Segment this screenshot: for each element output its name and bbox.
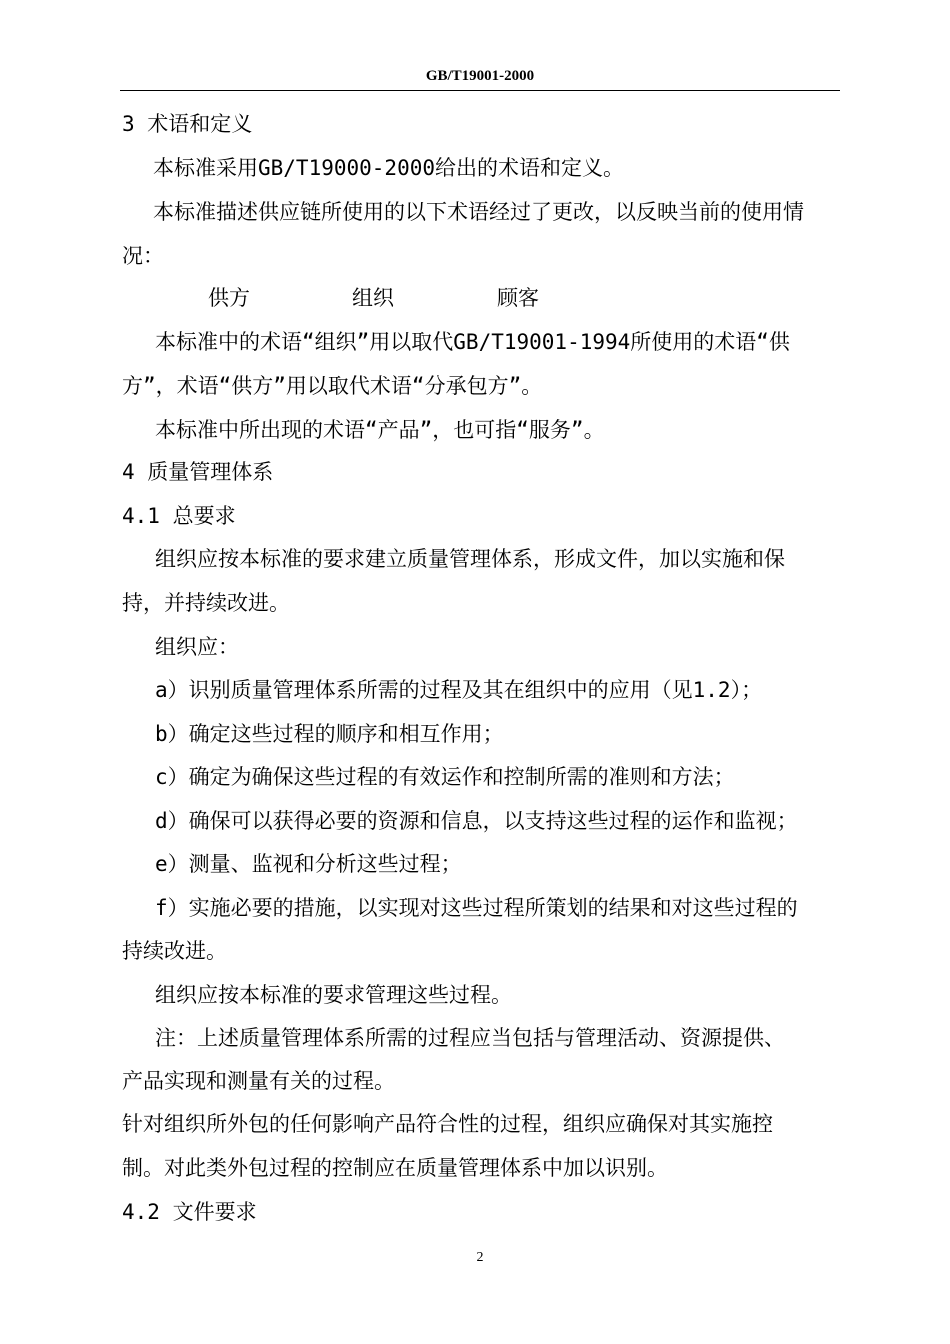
paragraph-line: 本标准描述供应链所使用的以下术语经过了更改，以反映当前的使用情 [153, 200, 804, 224]
note-line: 注：上述质量管理体系所需的过程应当包括与管理活动、资源提供、 [155, 1026, 785, 1050]
list-item-f-continued: 持续改进。 [122, 939, 227, 963]
header-standard-number: GB/T19001-2000 [425, 68, 535, 84]
term-item: 顾客 [497, 286, 539, 310]
section-4-2-heading: 4.2 文件要求 [122, 1200, 257, 1224]
section-4-heading: 4 质量管理体系 [122, 460, 274, 484]
term-change-list [208, 283, 539, 313]
list-item-e: e）测量、监视和分析这些过程； [155, 852, 462, 876]
list-item-b: b）确定这些过程的顺序和相互作用； [155, 722, 504, 746]
list-item-c: c）确定为确保这些过程的有效运作和控制所需的准则和方法； [155, 765, 735, 789]
page-number: 2 [476, 1250, 484, 1265]
header-rule [120, 90, 840, 91]
paragraph-line: 制。对此类外包过程的控制应在质量管理体系中加以识别。 [122, 1156, 668, 1180]
paragraph-line: 况： [122, 244, 164, 268]
section-4-1-heading: 4.1 总要求 [122, 504, 236, 528]
paragraph-line: 组织应： [155, 635, 239, 659]
list-item-f: f）实施必要的措施，以实现对这些过程所策划的结果和对这些过程的 [155, 896, 798, 920]
paragraph-line: 方”，术语“供方”用以取代术语“分承包方”。 [122, 374, 543, 398]
term-item: 组织 [352, 286, 394, 310]
paragraph-line: 本标准中的术语“组织”用以取代GB/T19001-1994所使用的术语“供 [155, 330, 790, 354]
paragraph-line: 本标准采用GB/T19000-2000给出的术语和定义。 [153, 156, 625, 180]
term-item: 供方 [208, 286, 250, 310]
list-item-a: a）识别质量管理体系所需的过程及其在组织中的应用（见1.2）； [155, 678, 763, 702]
paragraph-line: 持，并持续改进。 [122, 591, 290, 615]
paragraph-line: 组织应按本标准的要求管理这些过程。 [155, 983, 512, 1007]
paragraph-line: 组织应按本标准的要求建立质量管理体系，形成文件，加以实施和保 [155, 547, 785, 571]
note-line: 产品实现和测量有关的过程。 [122, 1069, 395, 1093]
paragraph-line: 本标准中所出现的术语“产品”，也可指“服务”。 [155, 418, 605, 442]
list-item-d: d）确保可以获得必要的资源和信息，以支持这些过程的运作和监视； [155, 809, 798, 833]
paragraph-line: 针对组织所外包的任何影响产品符合性的过程，组织应确保对其实施控 [122, 1112, 773, 1136]
section-3-heading: 3 术语和定义 [122, 112, 253, 136]
